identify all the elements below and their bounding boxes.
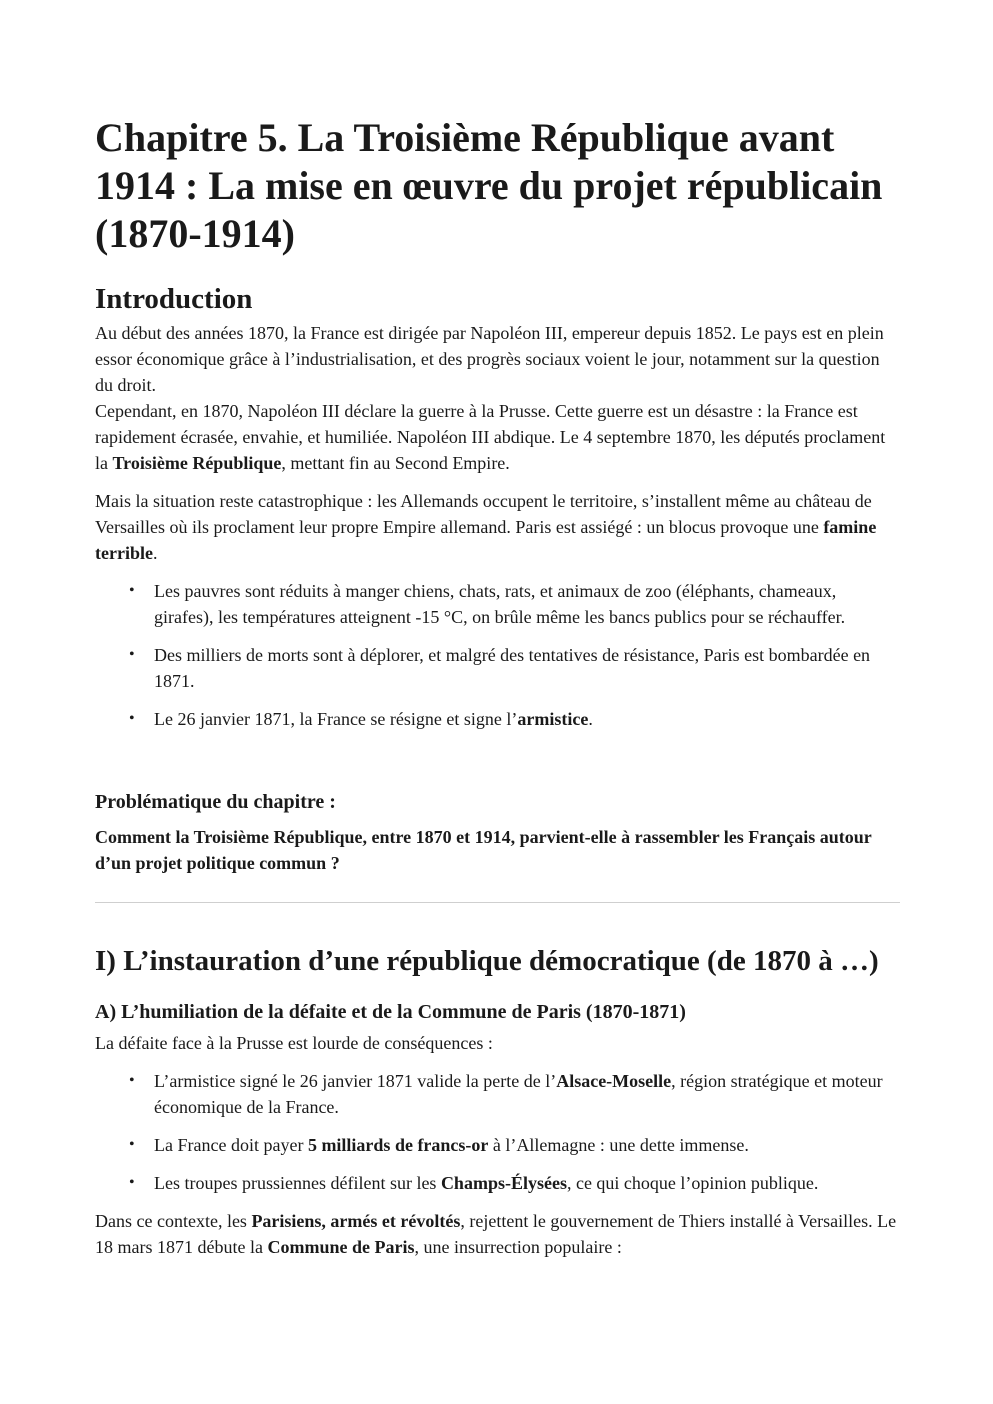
intro-paragraph-2: Cependant, en 1870, Napoléon III déclare la guerre à la Prusse. Cette guerre est un désastre : la France est rapidement écrasée, envahie, et humiliée. Napoléon III abdique. Le 4 septembre 1870, les députés proclament la Troisième République, mettant fin au Second Empire. — [95, 401, 886, 473]
problematique-section — [95, 790, 900, 876]
list-item: • Les pauvres sont réduits à manger chiens, chats, rats, et animaux de zoo (éléphants, chameaux, girafes), les températures atteignent -15 °C, on brûle même les bancs publics pour se réchauffer. — [95, 578, 900, 630]
list-item: • La France doit payer 5 milliards de francs-or à l’Allemagne : une dette immense. — [95, 1132, 900, 1158]
list-item: • Les troupes prussiennes défilent sur les Champs-Élysées, ce qui choque l’opinion publique. — [95, 1170, 900, 1196]
list-item: • Des milliers de morts sont à déplorer, et malgré des tentatives de résistance, Paris est bombardée en 1871. — [95, 642, 900, 694]
chapter-title: Chapitre 5. La Troisième République avant 1914 : La mise en œuvre du projet républicain (1870-1914) — [95, 115, 883, 256]
subsection-a-lead: La défaite face à la Prusse est lourde de conséquences : — [95, 1033, 493, 1053]
intro-paragraph-1: Au début des années 1870, la France est dirigée par Napoléon III, empereur depuis 1852. Le pays est en plein essor économique grâce à l’industrialisation, et des progrès sociaux voient le jour, notamment sur la question du droit. — [95, 323, 884, 395]
list-item: • L’armistice signé le 26 janvier 1871 valide la perte de l’Alsace-Moselle, région stratégique et moteur économique de la France. — [95, 1068, 900, 1120]
subsection-a-heading: A) L’humiliation de la défaite et de la Commune de Paris (1870-1871) — [95, 1001, 686, 1023]
problematique-question: Comment la Troisième République, entre 1870 et 1914, parvient-elle à rassembler les Français autour d’un projet politique commun ? — [95, 827, 872, 873]
intro-paragraph-3: Mais la situation reste catastrophique : les Allemands occupent le territoire, s’installent même au château de Versailles où ils proclament leur propre Empire allemand. Paris est assiégé : un blocus provoque une famine terrible. — [95, 491, 877, 563]
section-1-heading: I) L’instauration d’une république démocratique (de 1870 à …) — [95, 945, 879, 977]
subsection-a-paragraph: Dans ce contexte, les Parisiens, armés et révoltés, rejettent le gouvernement de Thiers installé à Versailles. Le 18 mars 1871 débute la Commune de Paris, une insurrection populaire : — [95, 1211, 897, 1257]
subsection-a-bullet-list — [95, 1068, 900, 1196]
intro-bullet-list — [95, 578, 900, 732]
section-1 — [95, 944, 900, 1260]
section-divider — [95, 902, 900, 903]
list-item: • Le 26 janvier 1871, la France se résigne et signe l’armistice. — [95, 706, 900, 732]
problematique-heading: Problématique du chapitre : — [95, 791, 336, 813]
introduction-section — [95, 282, 900, 732]
introduction-heading: Introduction — [95, 283, 253, 315]
